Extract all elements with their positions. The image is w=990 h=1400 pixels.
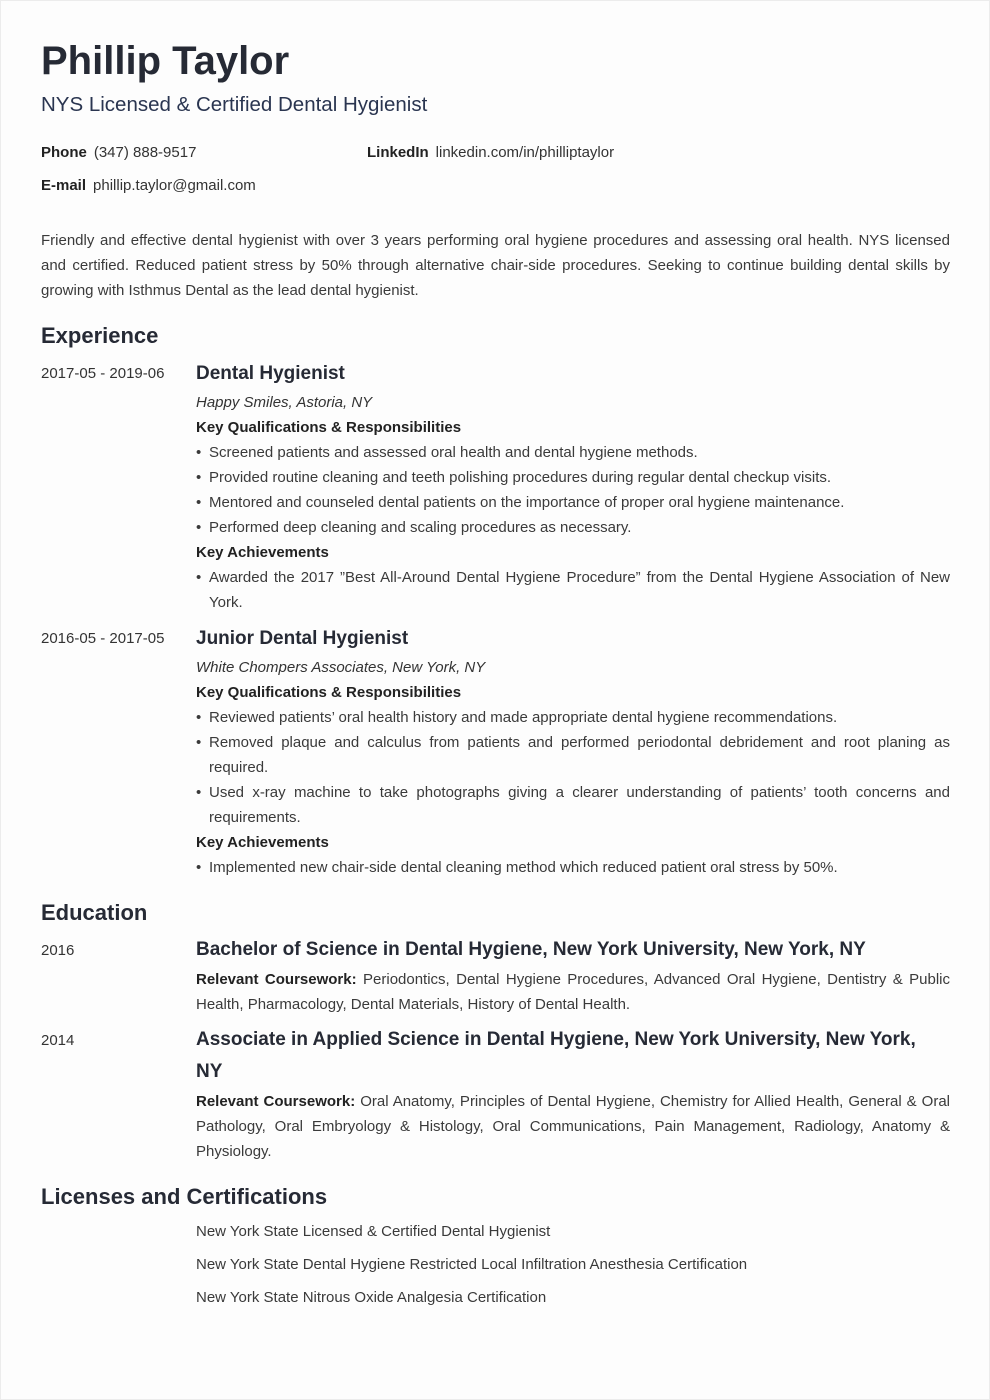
email-value[interactable]: phillip.taylor@gmail.com <box>93 177 256 194</box>
linkedin-label: LinkedIn <box>367 144 429 161</box>
qualifications-heading: Key Qualifications & Responsibilities <box>196 684 462 701</box>
degree-title: Associate in Applied Science in Dental Hygiene, New York University, New York, NY <box>196 1029 916 1082</box>
list-item: • Used x-ray machine to take photographs giving a clearer understanding of patients’ tooth concerns and requirements. <box>196 780 950 830</box>
education-heading: Education <box>41 900 148 925</box>
contact-phone <box>41 143 196 163</box>
achievements-list <box>196 855 950 880</box>
job-dates: 2016-05 - 2017-05 <box>41 630 165 647</box>
job-dates: 2017-05 - 2019-06 <box>41 365 165 382</box>
phone-label: Phone <box>41 144 87 161</box>
job-title: Junior Dental Hygienist <box>196 628 409 649</box>
job-company: White Chompers Associates, New York, NY <box>196 659 486 676</box>
contact-linkedin <box>367 143 614 163</box>
profile-summary: Friendly and effective dental hygienist with over 3 years performing oral hygiene procedures and assessing oral health. NYS licensed and certified. Reduced patient stress by 50% through alternative chair-side procedures. Seeking to continue building dental skills by growing with Isthmus Dental as the lead dental hygienist. <box>41 232 950 299</box>
education-entry <box>196 1028 951 1164</box>
qualifications-list <box>196 705 950 830</box>
coursework-text: Oral Anatomy, Principles of Dental Hygiene, Chemistry for Allied Health, General & Oral Pathology, Oral Embryology & Histology, Oral Communications, Pain Management, Radiology, Anatomy & Physiology. <box>196 1093 951 1160</box>
qualifications-list <box>196 440 950 540</box>
license-item: New York State Licensed & Certified Dental Hygienist <box>196 1223 551 1240</box>
degree-title: Bachelor of Science in Dental Hygiene, New York University, New York, NY <box>196 939 866 960</box>
job-company: Happy Smiles, Astoria, NY <box>196 394 373 411</box>
achievements-heading: Key Achievements <box>196 544 329 561</box>
experience-heading: Experience <box>41 323 159 348</box>
list-item: • Provided routine cleaning and teeth polishing procedures during regular dental checkup visits. <box>196 465 950 490</box>
licenses-heading: Licenses and Certifications <box>41 1184 328 1209</box>
coursework-label: Relevant Coursework: <box>196 1093 356 1110</box>
phone-value: (347) 888-9517 <box>93 144 197 161</box>
job-entry <box>196 361 950 615</box>
education-entry <box>196 938 950 1017</box>
coursework <box>196 967 950 1017</box>
coursework <box>196 1089 950 1164</box>
achievements-heading: Key Achievements <box>196 834 329 851</box>
education-year: 2014 <box>41 1032 75 1049</box>
contact-email <box>41 176 256 196</box>
qualifications-heading: Key Qualifications & Responsibilities <box>196 419 462 436</box>
list-item: • Removed plaque and calculus from patients and performed periodontal debridement and root planing as required. <box>196 730 950 780</box>
education-year: 2016 <box>41 942 75 959</box>
list-item: • Reviewed patients’ oral health history and made appropriate dental hygiene recommendations. <box>196 705 950 730</box>
candidate-title: NYS Licensed & Certified Dental Hygienist <box>41 93 428 116</box>
list-item: • Mentored and counseled dental patients on the importance of proper oral hygiene maintenance. <box>196 490 950 515</box>
candidate-name: Phillip Taylor <box>41 39 290 83</box>
list-item: • Implemented new chair-side dental cleaning method which reduced patient oral stress by 50%. <box>196 855 950 880</box>
list-item: • Screened patients and assessed oral health and dental hygiene methods. <box>196 440 950 465</box>
job-title: Dental Hygienist <box>196 363 345 384</box>
coursework-label: Relevant Coursework: <box>196 971 357 988</box>
achievements-list <box>196 565 950 615</box>
job-entry <box>196 626 950 880</box>
list-item: • Performed deep cleaning and scaling procedures as necessary. <box>196 515 950 540</box>
coursework-text: Periodontics, Dental Hygiene Procedures, Advanced Oral Hygiene, Dentistry & Public Health, Pharmacology, Dental Materials, History of Dental Health. <box>196 971 951 1013</box>
license-item: New York State Dental Hygiene Restricted Local Infiltration Anesthesia Certification <box>196 1256 748 1273</box>
license-item: New York State Nitrous Oxide Analgesia Certification <box>196 1289 547 1306</box>
list-item: • Awarded the 2017 ”Best All-Around Dental Hygiene Procedure” from the Dental Hygiene Association of New York. <box>196 565 950 615</box>
email-label: E-mail <box>41 177 87 194</box>
linkedin-value[interactable]: linkedin.com/in/philliptaylor <box>435 144 615 161</box>
